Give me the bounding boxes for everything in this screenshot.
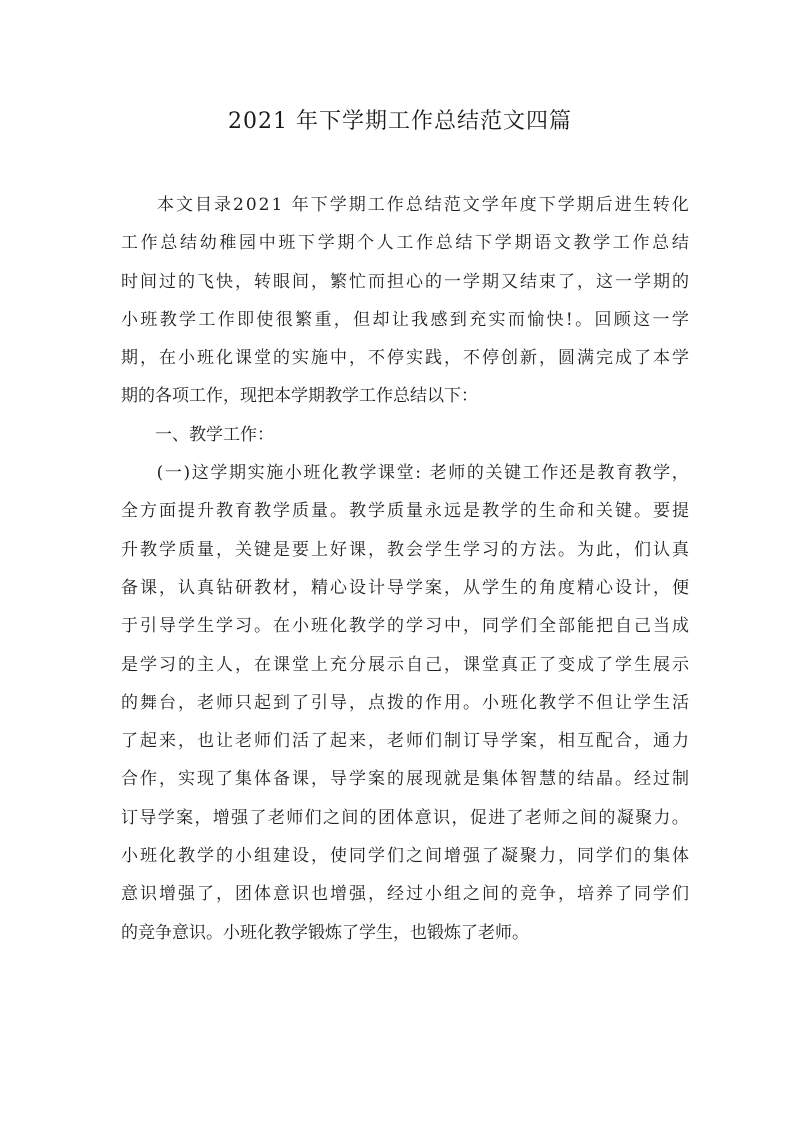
- text-line: 小 班 化 教 学 的 小 组 建 设 ， 使 同 学 们 之 间 增 强 了 凝 聚 力 ， 同 学 们 的 集 体: [121, 846, 689, 867]
- document-body: [121, 186, 689, 952]
- text-line: 本 文 目 录 2 0 2 1 年 下 学 期 工 作 总 结 范 文 学 年 度 下 学 期 后 进 生 转 化: [121, 186, 689, 224]
- text-line: 于 引 导 学 生 学 习 。 在 小 班 化 教 学 的 学 习 中 ， 同 学 们 全 部 能 把 自 己 当 成: [121, 616, 689, 637]
- text-line: 合 作 ， 实 现 了 集 体 备 课 ， 导 学 案 的 展 现 就 是 集 体 智 慧 的 结 晶 。 经 过 制: [121, 769, 689, 790]
- document-title: 2021 年下学期工作总结范文四篇: [228, 109, 572, 134]
- indent: [121, 186, 155, 224]
- text-line: 小 班 教 学 工 作 即 使 很 繁 重 ， 但 却 让 我 感 到 充 实 而 愉 快 ! 。 回 顾 这 一 学: [121, 309, 689, 330]
- text-line: 备 课 ， 认 真 钻 研 教 材 ， 精 心 设 计 导 学 案 ， 从 学 生 的 角 度 精 心 设 计 ， 便: [121, 577, 689, 598]
- text-line: 意 识 增 强 了 ， 团 体 意 识 也 增 强 ， 经 过 小 组 之 间 的 竞 争 ， 培 养 了 同 学 们: [121, 884, 689, 905]
- text-line: 全 方 面 提 升 教 育 教 学 质 量 。 教 学 质 量 永 远 是 教 学 的 生 命 和 关 键 。 要 提: [121, 501, 689, 522]
- text-line: 工 作 总 结 幼 稚 园 中 班 下 学 期 个 人 工 作 总 结 下 学 期 语 文 教 学 工 作 总 结: [121, 233, 689, 254]
- text-line: 了 起 来 ， 也 让 老 师 们 活 了 起 来 ， 老 师 们 制 订 导 学 案 ， 相 互 配 合 ， 通 力: [121, 731, 689, 752]
- text-line: 的竞争意识。小班化教学锻炼了学生，也锻炼了老师。: [121, 922, 529, 943]
- indent: [121, 454, 155, 492]
- text-line: 是 学 习 的 主 人 ， 在 课 堂 上 充 分 展 示 自 己 ， 课 堂 真 正 了 变 成 了 学 生 展 示: [121, 654, 689, 675]
- text-line: 的 舞 台 ， 老 师 只 起 到 了 引 导 ， 点 拨 的 作 用 。 小 班 化 教 学 不 但 让 学 生 活: [121, 692, 689, 713]
- text-line: 一、教学工作：: [121, 424, 274, 445]
- text-line: 期 ， 在 小 班 化 课 堂 的 实 施 中 ， 不 停 实 践 ， 不 停 创 新 ， 圆 满 完 成 了 本 学: [121, 348, 689, 369]
- text-line: 期的各项工作，现把本学期教学工作总结以下：: [121, 386, 478, 407]
- text-line: 订 导 学 案 ， 增 强 了 老 师 们 之 间 的 团 体 意 识 ， 促 进 了 老 师 之 间 的 凝 聚 力 。: [121, 807, 689, 828]
- text-line: 升 教 学 质 量 ， 关 键 是 要 上 好 课 ， 教 会 学 生 学 习 的 方 法 。 为 此 ， 们 认 真: [121, 539, 689, 560]
- text-line: ( 一 ) 这 学 期 实 施 小 班 化 教 学 课 堂 : 老 师 的 关 键 工 作 还 是 教 育 教 学 ，: [121, 454, 689, 492]
- text-line: 时 间 过 的 飞 快 ， 转 眼 间 ， 繁 忙 而 担 心 的 一 学 期 又 结 束 了 ， 这 一 学 期 的: [121, 271, 689, 292]
